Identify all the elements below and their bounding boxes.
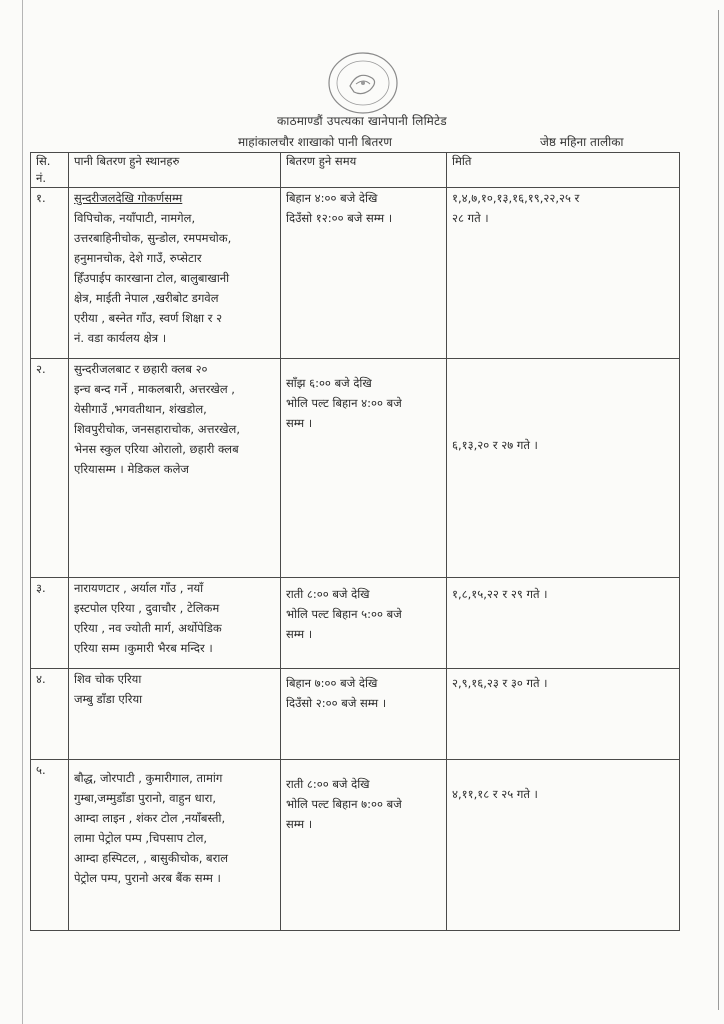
- location-line: हिँउपाईप कारखाना टोल, बालुबाखानी: [74, 271, 230, 285]
- time-line: भोलि पल्ट बिहान ४:०० बजे: [286, 396, 402, 410]
- serial-number: ४.: [31, 669, 69, 760]
- time-line: साँझ ६:०० बजे देखि: [286, 376, 372, 390]
- time-line: दिउँसो १२:०० बजे सम्म ।: [286, 211, 393, 225]
- location-line: नं. वडा कार्यलय क्षेत्र ।: [74, 331, 167, 345]
- location-line: जम्बु डाँडा एरिया: [74, 692, 143, 706]
- location-line: एरीया , बस्नेत गाँउ, स्वर्ण शिक्षा र २: [74, 311, 223, 325]
- date-cell: [447, 188, 680, 359]
- location-line: क्षेत्र, माईती नेपाल ,खरीबोट डगवेल: [74, 291, 219, 305]
- time-line: राती ८:०० बजे देखि: [286, 587, 370, 601]
- time-line: भोलि पल्ट बिहान ७:०० बजे: [286, 797, 402, 811]
- time-line: सम्म ।: [286, 817, 313, 831]
- time-cell: [281, 669, 447, 760]
- serial-number: ५.: [31, 760, 69, 931]
- time-line: सम्म ।: [286, 416, 313, 430]
- location-line: शिवपुरीचोक, जनसहाराचोक, अत्तरखेल,: [74, 422, 241, 436]
- organization-title: काठमाण्डौं उपत्यका खानेपानी लिमिटेड: [277, 114, 447, 128]
- column-header-locations: पानी बितरण हुने स्थानहरु: [69, 153, 281, 188]
- time-line: भोलि पल्ट बिहान ५:०० बजे: [286, 607, 402, 621]
- location-line: इन्च बन्द गर्ने , माकलबारी, अत्तरखेल ,: [74, 382, 235, 396]
- location-line: शिव चोक एरिया: [74, 672, 142, 686]
- column-header-time: बितरण हुने समय: [281, 153, 447, 188]
- table-row: [31, 578, 680, 669]
- location-line: एरियासम्म । मेडिकल कलेज: [74, 462, 189, 476]
- time-line: दिउँसो २:०० बजे सम्म ।: [286, 696, 387, 710]
- location-line: भेनस स्कुल एरिया ओरालो, छहारी क्लब: [74, 442, 239, 456]
- table-row: [31, 760, 680, 931]
- date-line: ६,१३,२० र २७ गते ।: [452, 438, 538, 452]
- column-header-serial: सि. नं.: [31, 153, 69, 188]
- table-row: [31, 359, 680, 578]
- date-line: २८ गते ।: [452, 211, 489, 225]
- time-line: बिहान ४:०० बजे देखि: [286, 191, 378, 205]
- date-line: १,८,१५,२२ र २९ गते ।: [452, 587, 548, 601]
- location-line: बौद्ध, जोरपाटी , कुमारीगाल, तामांग: [74, 771, 223, 785]
- right-page-edge: [718, 10, 719, 1010]
- location-line: आम्दा हस्पिटल, , बासुकीचोक, बराल: [74, 851, 229, 865]
- location-line: विपिचोक, नयाँपाटी, नामगेल,: [74, 211, 196, 225]
- location-line: एरिया , नव ज्योती मार्ग, अर्थोपेडिक: [74, 621, 222, 635]
- location-cell: [69, 669, 281, 760]
- date-line: ४,११,१८ र २५ गते ।: [452, 787, 538, 801]
- date-cell: [447, 760, 680, 931]
- serial-number: ३.: [31, 578, 69, 669]
- date-line: २,९,१६,२३ र ३० गते ।: [452, 676, 548, 690]
- location-line: इस्टपोल एरिया , दुवाचौर , टेलिकम: [74, 601, 220, 615]
- date-line: १,४,७,१०,१३,१६,१९,२२,२५ र: [452, 191, 580, 205]
- time-cell: [281, 359, 447, 578]
- time-line: बिहान ७:०० बजे देखि: [286, 676, 378, 690]
- location-cell: [69, 760, 281, 931]
- location-line: आम्दा लाइन , शंकर टोल ,नयाँबस्ती,: [74, 811, 226, 825]
- location-line: लामा पेट्रोल पम्प ,चिपसाप टोल,: [74, 831, 208, 845]
- serial-number: २.: [31, 359, 69, 578]
- month-title: जेष्ठ महिना तालीका: [540, 135, 624, 149]
- location-line: एरिया सम्म ।कुमारी भैरब मन्दिर ।: [74, 641, 213, 655]
- date-cell: [447, 359, 680, 578]
- location-line: सुन्दरीजलबाट र छहारी क्लब २०: [74, 362, 208, 376]
- organization-seal-icon: [320, 48, 406, 118]
- time-cell: [281, 578, 447, 669]
- distribution-schedule-table: [30, 152, 680, 931]
- branch-title: माहांकालचौर शाखाको पानी बितरण: [238, 135, 392, 149]
- location-line: नारायणटार , अर्याल गाँउ , नयाँ: [74, 581, 204, 595]
- location-line: उत्तरबाहिनीचोक, सुन्डोल, रमपमचोक,: [74, 231, 232, 245]
- serial-number: १.: [31, 188, 69, 359]
- location-line: गुम्बा,जम्मुडाँडा पुरानो, वाहुन धारा,: [74, 791, 216, 805]
- time-line: राती ८:०० बजे देखि: [286, 777, 370, 791]
- table-header-row: [31, 153, 680, 188]
- location-line: पेट्रोल पम्प, पुरानो अरब बैंक सम्म ।: [74, 871, 221, 885]
- time-cell: [281, 760, 447, 931]
- time-cell: [281, 188, 447, 359]
- column-header-dates: मिति: [447, 153, 680, 188]
- location-line: हनुमानचोक, देशे गाउँ, रुप्सेटार: [74, 251, 202, 265]
- date-cell: [447, 578, 680, 669]
- location-cell: [69, 188, 281, 359]
- time-line: सम्म ।: [286, 627, 313, 641]
- table-row: [31, 669, 680, 760]
- table-row: [31, 188, 680, 359]
- date-cell: [447, 669, 680, 760]
- location-heading: सुन्दरीजलदेखि गोकर्णसम्म: [74, 191, 183, 205]
- left-page-edge: [22, 0, 23, 1024]
- location-line: येसीगाउँ ,भगवतीथान, शंखडोल,: [74, 402, 207, 416]
- location-cell: [69, 359, 281, 578]
- location-cell: [69, 578, 281, 669]
